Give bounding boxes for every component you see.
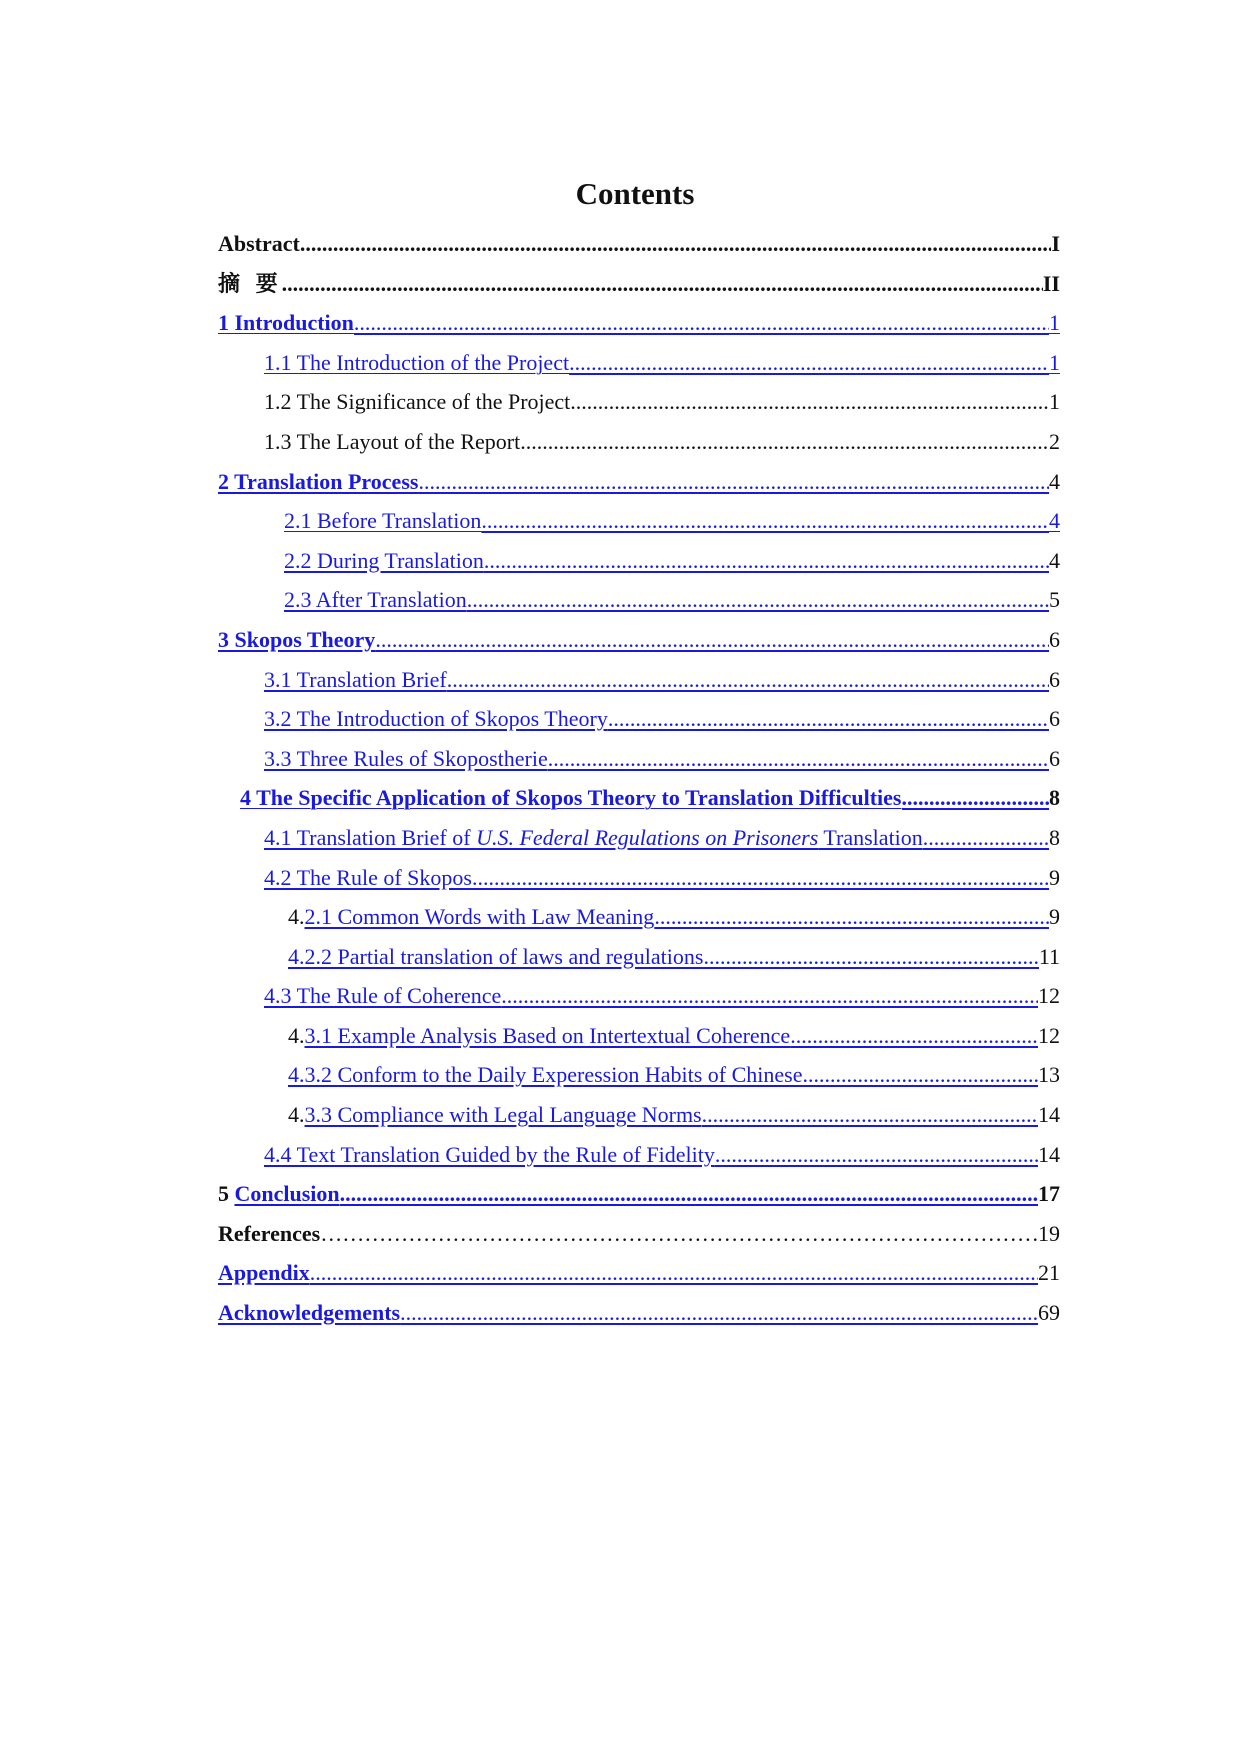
toc-entry-page: I bbox=[1051, 231, 1060, 256]
toc-entry-appendix[interactable] bbox=[218, 1253, 1060, 1293]
toc-leader bbox=[570, 382, 1049, 422]
toc-entry-title-b: Translation bbox=[818, 824, 923, 850]
toc-entry-title bbox=[264, 818, 923, 858]
toc-entry-page: 69 bbox=[1038, 1300, 1060, 1326]
toc-entry-page: 4 bbox=[1049, 547, 1060, 573]
toc-entry-title-italic: U.S. Federal Regulations on Prisoners bbox=[476, 824, 819, 850]
toc-entry-title: 1.1 The Introduction of the Project bbox=[264, 349, 570, 375]
toc-entry-page: 2 bbox=[1049, 428, 1060, 454]
toc-entry-title bbox=[288, 1095, 702, 1135]
toc-entry-page: 4 bbox=[1049, 468, 1060, 494]
toc-entry-chinese-abstract[interactable] bbox=[218, 264, 1060, 304]
toc-leader bbox=[310, 1253, 1038, 1293]
toc-entry-1-3[interactable] bbox=[218, 422, 1060, 462]
toc-leader bbox=[654, 897, 1049, 937]
toc-entry-page: 14 bbox=[1038, 1141, 1060, 1167]
toc-leader bbox=[400, 1293, 1038, 1333]
toc-entry-page: 5 bbox=[1049, 587, 1060, 613]
toc-entry-title: 4.3.2 Conform to the Daily Experession Habits of Chinese bbox=[288, 1062, 803, 1088]
toc-leader bbox=[375, 620, 1049, 660]
toc-entry-title: 3.3 Three Rules of Skopostherie bbox=[264, 745, 548, 771]
toc-entry-page: 17 bbox=[1038, 1181, 1060, 1207]
toc-entry-4-1[interactable] bbox=[218, 818, 1060, 858]
toc-entry-2-2[interactable] bbox=[218, 541, 1060, 581]
toc-entry-4-4[interactable] bbox=[218, 1135, 1060, 1175]
toc-entry-page: 11 bbox=[1038, 943, 1060, 969]
toc-entry-page: 8 bbox=[1049, 785, 1060, 811]
toc-entry-title bbox=[288, 1016, 790, 1056]
toc-entry-title: Abstract bbox=[218, 231, 300, 256]
toc-entry-page: 1 bbox=[1049, 389, 1060, 415]
toc-entry-title-a: 4.1 Translation Brief of bbox=[264, 824, 477, 850]
toc-entry-page: 13 bbox=[1038, 1062, 1060, 1088]
toc-leader bbox=[472, 858, 1049, 898]
toc-leader bbox=[923, 818, 1049, 858]
toc-entry-page: 12 bbox=[1038, 1022, 1060, 1048]
toc-entry-specific-application[interactable] bbox=[218, 778, 1060, 818]
toc-entry-1-2[interactable] bbox=[218, 382, 1060, 422]
toc-leader bbox=[481, 501, 1049, 541]
toc-entry-title bbox=[288, 897, 654, 937]
toc-entry-title: 3.1 Translation Brief bbox=[264, 666, 447, 692]
toc-entry-title: 3.2 The Introduction of Skopos Theory bbox=[264, 706, 608, 732]
toc-entry-2-3[interactable] bbox=[218, 580, 1060, 620]
toc-entry-4-2-1[interactable] bbox=[218, 897, 1060, 937]
toc-entry-title: 2.1 Before Translation bbox=[284, 508, 482, 534]
toc-entry-4-2-2[interactable] bbox=[218, 937, 1060, 977]
toc-entry-title bbox=[218, 1174, 340, 1214]
toc-entry-references[interactable] bbox=[218, 1214, 1060, 1254]
toc-entry-page: 1 bbox=[1049, 349, 1060, 375]
toc-entry-acknowledgements[interactable] bbox=[218, 1293, 1060, 1333]
toc-entry-prefix: 4. bbox=[288, 1102, 305, 1128]
toc-leader bbox=[569, 343, 1049, 383]
toc-entry-title: 2.3 After Translation bbox=[284, 587, 467, 613]
toc-entry-prefix: 4. bbox=[288, 904, 305, 930]
toc-entry-title: 4.4 Text Translation Guided by the Rule of Fidelity bbox=[264, 1141, 715, 1167]
toc-entry-4-3-1[interactable] bbox=[218, 1016, 1060, 1056]
toc-leader bbox=[802, 1055, 1038, 1095]
toc-leader bbox=[320, 1214, 1038, 1254]
toc-entry-4-2[interactable] bbox=[218, 858, 1060, 898]
toc-leader bbox=[418, 462, 1049, 502]
toc-entry-title: 4 The Specific Application of Skopos Theory to Translation Difficulties bbox=[240, 785, 902, 811]
toc-leader bbox=[501, 976, 1038, 1016]
toc-entry-page: 6 bbox=[1049, 745, 1060, 771]
toc-leader bbox=[715, 1135, 1038, 1175]
toc-entry-link-text: 3.3 Compliance with Legal Language Norms bbox=[304, 1102, 702, 1128]
toc-entry-1-1[interactable] bbox=[218, 343, 1060, 383]
toc-leader bbox=[484, 541, 1049, 581]
toc-leader bbox=[282, 264, 1043, 304]
toc-entry-title: Appendix bbox=[218, 1260, 310, 1286]
toc-entry-page: 1 bbox=[1049, 310, 1060, 336]
toc-entry-link-text: Conclusion bbox=[234, 1181, 340, 1207]
toc-entry-title: 3 Skopos Theory bbox=[218, 626, 376, 652]
toc-leader bbox=[300, 224, 1052, 264]
toc-entry-link-text: 3.1 Example Analysis Based on Intertextual Coherence bbox=[304, 1022, 791, 1048]
toc-entry-page: 9 bbox=[1049, 864, 1060, 890]
toc-entry-introduction[interactable] bbox=[218, 303, 1060, 343]
toc-leader bbox=[340, 1174, 1038, 1214]
toc-entry-3-1[interactable] bbox=[218, 660, 1060, 700]
toc-entry-3-2[interactable] bbox=[218, 699, 1060, 739]
toc-entry-page: 6 bbox=[1049, 666, 1060, 692]
toc-entry-abstract[interactable] bbox=[218, 224, 1060, 264]
toc-entry-title: 1 Introduction bbox=[218, 310, 354, 336]
toc-leader bbox=[702, 1095, 1038, 1135]
toc-entry-4-3[interactable] bbox=[218, 976, 1060, 1016]
toc-entry-4-3-3[interactable] bbox=[218, 1095, 1060, 1135]
toc-leader bbox=[447, 660, 1049, 700]
page-title: Contents bbox=[575, 176, 695, 211]
toc-entry-title: References bbox=[218, 1220, 321, 1246]
toc-entry-title: 2.2 During Translation bbox=[284, 547, 484, 573]
toc-entry-title: Acknowledgements bbox=[218, 1300, 401, 1326]
toc-leader bbox=[703, 937, 1038, 977]
toc-entry-3-3[interactable] bbox=[218, 739, 1060, 779]
toc-entry-title: 4.3 The Rule of Coherence bbox=[264, 983, 502, 1009]
toc-leader bbox=[548, 739, 1049, 779]
toc-entry-page: 12 bbox=[1038, 983, 1060, 1009]
toc-entry-2-1[interactable] bbox=[218, 501, 1060, 541]
toc-entry-page: 14 bbox=[1038, 1102, 1060, 1128]
toc-entry-title: 摘 要 bbox=[218, 271, 282, 297]
toc-leader bbox=[520, 422, 1049, 462]
toc-entry-page: 21 bbox=[1038, 1260, 1060, 1286]
toc-entry-title: 1.2 The Significance of the Project bbox=[264, 389, 571, 415]
toc-entry-title: 4.2 The Rule of Skopos bbox=[264, 864, 472, 890]
toc-leader bbox=[467, 580, 1049, 620]
toc-leader bbox=[354, 303, 1049, 343]
toc-entry-prefix: 5 bbox=[218, 1181, 235, 1207]
toc-entry-page: 6 bbox=[1049, 706, 1060, 732]
toc-entry-page: 9 bbox=[1049, 904, 1060, 930]
toc-entry-page: 4 bbox=[1049, 508, 1060, 534]
toc-entry-title: 2 Translation Process bbox=[218, 468, 419, 494]
toc-entry-title: 4.2.2 Partial translation of laws and regulations bbox=[288, 943, 704, 969]
toc-entry-page: 8 bbox=[1049, 824, 1060, 850]
toc-leader bbox=[608, 699, 1049, 739]
toc-entry-prefix: 4. bbox=[288, 1022, 305, 1048]
toc-leader bbox=[790, 1016, 1038, 1056]
toc-entry-page: II bbox=[1042, 270, 1060, 296]
toc-entry-conclusion[interactable] bbox=[218, 1174, 1060, 1214]
toc-entry-page: 19 bbox=[1038, 1220, 1060, 1246]
toc-entry-link-text: 2.1 Common Words with Law Meaning bbox=[304, 904, 655, 930]
toc-entry-skopos-theory[interactable] bbox=[218, 620, 1060, 660]
toc-leader bbox=[902, 778, 1050, 818]
toc-entry-title: 1.3 The Layout of the Report bbox=[264, 428, 521, 454]
table-of-contents bbox=[218, 224, 1060, 1333]
toc-entry-page: 6 bbox=[1049, 626, 1060, 652]
toc-entry-translation-process[interactable] bbox=[218, 462, 1060, 502]
toc-entry-4-3-2[interactable] bbox=[218, 1055, 1060, 1095]
